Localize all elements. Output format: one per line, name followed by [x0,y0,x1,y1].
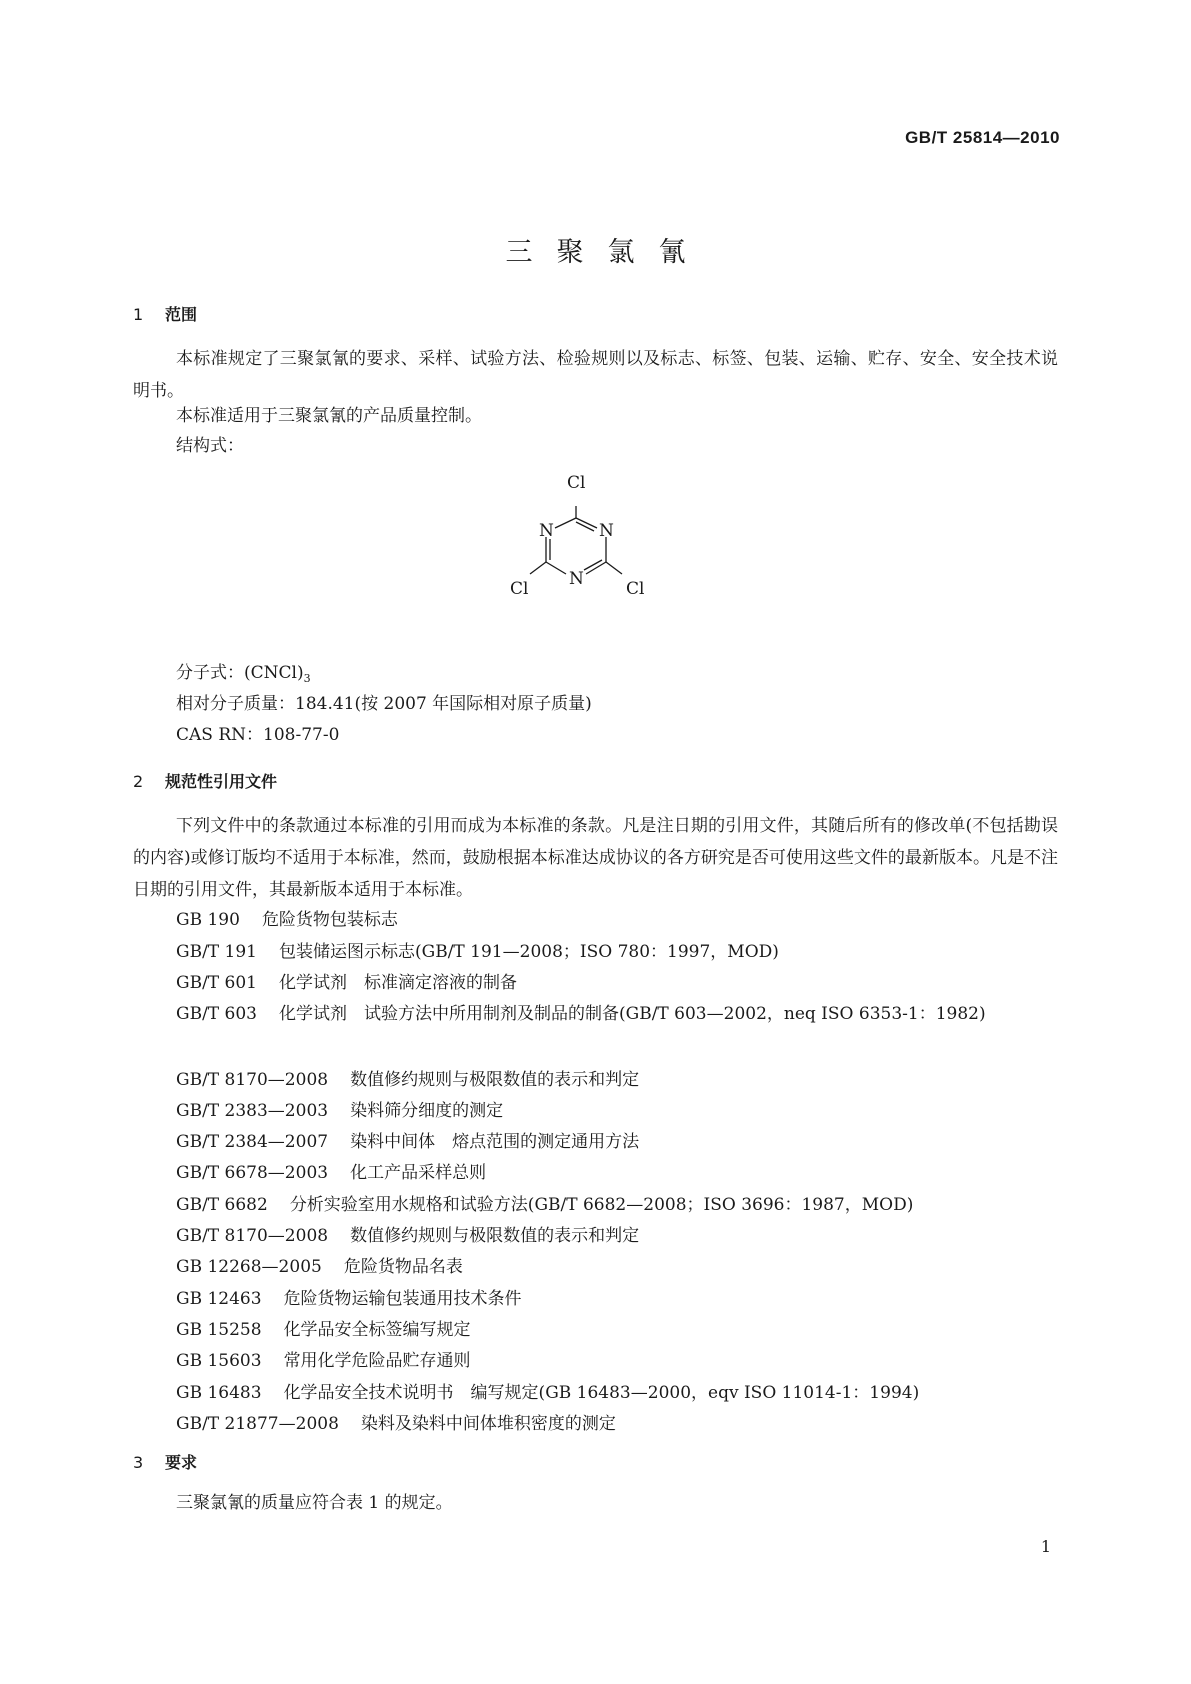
bond [576,522,594,531]
section-number: 1 [133,305,144,324]
molecular-mass: 相对分子质量：184.41(按 2007 年国际相对原子质量) [176,694,592,714]
reference-title: 化学试剂 标准滴定溶液的制备 [279,973,517,993]
reference-title: 数值修约规则与极限数值的表示和判定 [350,1226,640,1246]
reference-code: GB/T 21877—2008 [176,1414,339,1434]
reference-title: 常用化学危险品贮存通则 [283,1351,471,1371]
reference-title: 化工产品采样总则 [350,1163,487,1183]
reference-item [176,1161,486,1185]
reference-item [176,908,398,932]
reference-code: GB 15258 [176,1320,262,1340]
nitrogen-right: N [599,521,614,541]
reference-code: GB/T 8170—2008 [176,1226,329,1246]
chlorine-top: Cl [567,473,586,493]
formula-subscript: 3 [303,672,311,685]
reference-title: 染料中间体 熔点范围的测定通用方法 [350,1132,640,1152]
section-3-heading [133,1450,197,1473]
document-title: 三聚氯氰 [505,237,710,268]
reference-item [176,1099,503,1123]
section-title: 要求 [165,1453,198,1472]
reference-item [133,998,1058,1030]
references-intro: 下列文件中的条款通过本标准的引用而成为本标准的条款。凡是注日期的引用文件，其随后所有的修改单(不包括勘误的内容)或修订版均不适用于本标准，然而，鼓励根据本标准达成协议的各方研究是否可使用这些文件的最新版本。凡是不注日期的引用文件，其最新版本适用于本标准。 [133,816,1058,900]
bond [555,518,576,528]
reference-code: GB 12463 [176,1289,262,1309]
bond [584,560,602,570]
bond [546,562,566,574]
scope-paragraph: 本标准规定了三聚氯氰的要求、采样、试验方法、检验规则以及标志、标签、包装、运输、贮存、安全、安全技术说明书。 [133,349,1058,401]
reference-item [176,971,517,995]
bond [530,562,546,574]
applicability-paragraph: 本标准适用于三聚氯氰的产品质量控制。 [176,406,482,426]
reference-code: GB/T 6678—2003 [176,1163,329,1183]
reference-item [176,1130,639,1154]
nitrogen-bottom: N [569,569,584,589]
reference-item [176,1287,522,1311]
reference-title: 染料及染料中间体堆积密度的测定 [360,1414,616,1434]
reference-item [176,1255,463,1279]
reference-code: GB/T 2383—2003 [176,1101,329,1121]
chlorine-bottom-left: Cl [510,579,529,599]
standard-code: GB/T 25814—2010 [905,128,1060,147]
reference-item [176,1318,471,1342]
reference-item [176,1412,616,1436]
reference-code: GB 190 [176,910,240,930]
reference-title: 包装储运图示标志(GB/T 191—2008；ISO 780：1997，MOD) [279,942,779,962]
section-title: 规范性引用文件 [165,772,278,791]
reference-code: GB 16483 [176,1383,262,1403]
reference-code: GB/T 603 [176,1004,257,1024]
chlorine-bottom-right: Cl [626,579,645,599]
nitrogen-left: N [539,521,554,541]
reference-title: 危险货物包装标志 [261,910,398,930]
reference-title: 危险货物运输包装通用技术条件 [283,1289,522,1309]
section-number: 2 [133,772,144,791]
reference-item [176,1349,471,1373]
reference-title: 化学品安全技术说明书 编写规定(GB 16483—2000，eqv ISO 11014-1：1994) [283,1383,920,1403]
cas-number: CAS RN：108-77-0 [176,725,340,745]
formula-text: 分子式：(CNCl) [176,663,304,683]
structural-formula [500,470,660,602]
reference-title: 数值修约规则与极限数值的表示和判定 [350,1070,640,1090]
requirements-paragraph: 三聚氯氰的质量应符合表 1 的规定。 [176,1493,453,1513]
reference-title: 分析实验室用水规格和试验方法(GB/T 6682—2008；ISO 3696：1987，MOD) [289,1195,914,1215]
section-title: 范围 [165,305,198,324]
bond [606,562,622,574]
reference-title: 危险货物品名表 [343,1257,463,1277]
molecular-formula [176,661,311,691]
reference-item [176,1381,919,1405]
reference-code: GB/T 8170—2008 [176,1070,329,1090]
reference-title: 染料筛分细度的测定 [350,1101,504,1121]
reference-code: GB/T 191 [176,942,257,962]
reference-code: GB 15603 [176,1351,262,1371]
section-2-heading [133,769,277,792]
reference-code: GB/T 6682 [176,1195,268,1215]
reference-code: GB/T 2384—2007 [176,1132,329,1152]
reference-item [176,1193,913,1217]
page-number: 1 [1040,1537,1051,1556]
reference-item [176,940,779,964]
section-1-heading [133,302,197,325]
reference-title: 化学试剂 试验方法中所用制剂及制品的制备(GB/T 603—2002，neq ISO 6353-1：1982) [279,1004,986,1024]
reference-item [176,1068,639,1092]
reference-item [176,1224,639,1248]
section-number: 3 [133,1453,144,1472]
reference-title: 化学品安全标签编写规定 [283,1320,471,1340]
reference-code: GB/T 601 [176,973,257,993]
reference-code: GB 12268—2005 [176,1257,322,1277]
structure-label: 结构式： [176,436,244,456]
